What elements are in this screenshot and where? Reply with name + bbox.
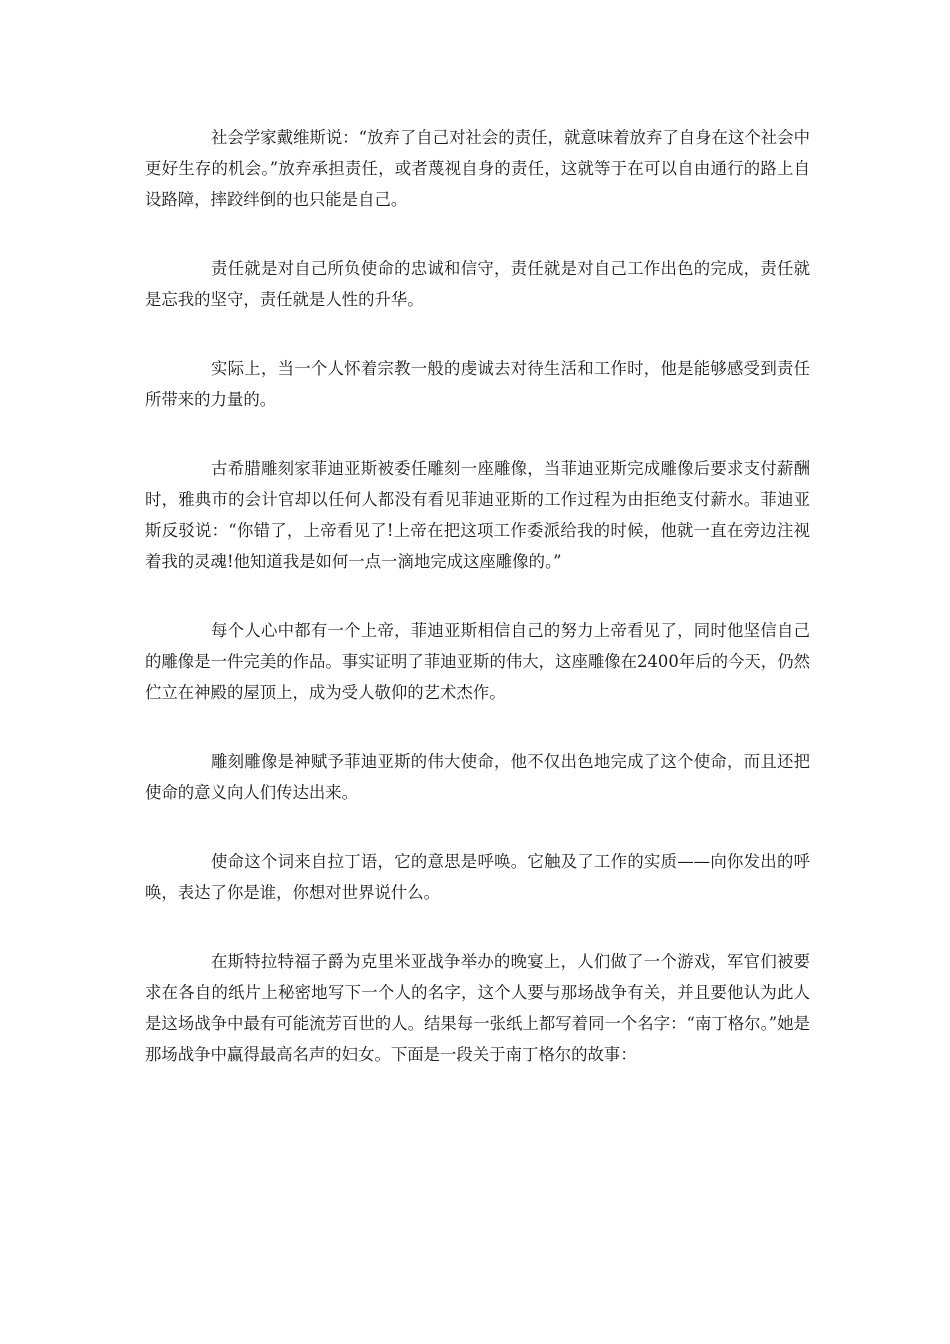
paragraph-mission-of-sculpting: 雕刻雕像是神赋予菲迪亚斯的伟大使命，他不仅出色地完成了这个使命，而且还把使命的意义向人们传达出来。 bbox=[145, 752, 810, 802]
paragraph-davis-quote: 社会学家戴维斯说：“放弃了自己对社会的责任，就意味着放弃了自身在这个社会中更好生存的机会。”放弃承担责任，或者蔑视自身的责任，这就等于在可以自由通行的路上自设路障，摔跤绊倒的也只能是自己。 bbox=[145, 128, 810, 209]
paragraph-responsibility-definition: 责任就是对自己所负使命的忠诚和信守，责任就是对自己工作出色的完成，责任就是忘我的坚守，责任就是人性的升华。 bbox=[145, 259, 810, 309]
paragraph-nightingale-intro: 在斯特拉特福子爵为克里米亚战争举办的晚宴上，人们做了一个游戏，军官们被要求在各自的纸片上秘密地写下一个人的名字，这个人要与那场战争有关，并且要他认为此人是这场战争中最有可能流芳百世的人。结果每一张纸上都写着同一个名字：“南丁格尔。”她是那场战争中赢得最高名声的妇女。下面是一段关于南丁格尔的故事： bbox=[145, 952, 810, 1064]
paragraph-power-of-responsibility: 实际上，当一个人怀着宗教一般的虔诚去对待生活和工作时，他是能够感受到责任所带来的力量的。 bbox=[145, 359, 810, 409]
document-page bbox=[145, 122, 810, 1108]
paragraph-meaning-of-mission: 使命这个词来自拉丁语，它的意思是呼唤。它触及了工作的实质——向你发出的呼唤，表达了你是谁，你想对世界说什么。 bbox=[145, 852, 810, 902]
paragraph-phidias-story: 古希腊雕刻家菲迪亚斯被委任雕刻一座雕像，当菲迪亚斯完成雕像后要求支付薪酬时，雅典市的会计官却以任何人都没有看见菲迪亚斯的工作过程为由拒绝支付薪水。菲迪亚斯反驳说：“你错了，上帝看见了!上帝在把这项工作委派给我的时候，他就一直在旁边注视着我的灵魂!他知道我是如何一点一滴地完成这座雕像的。” bbox=[145, 459, 810, 571]
paragraph-god-in-heart: 每个人心中都有一个上帝，菲迪亚斯相信自己的努力上帝看见了，同时他坚信自己的雕像是一件完美的作品。事实证明了菲迪亚斯的伟大，这座雕像在2400年后的今天，仍然伫立在神殿的屋顶上，成为受人敬仰的艺术杰作。 bbox=[145, 621, 810, 702]
